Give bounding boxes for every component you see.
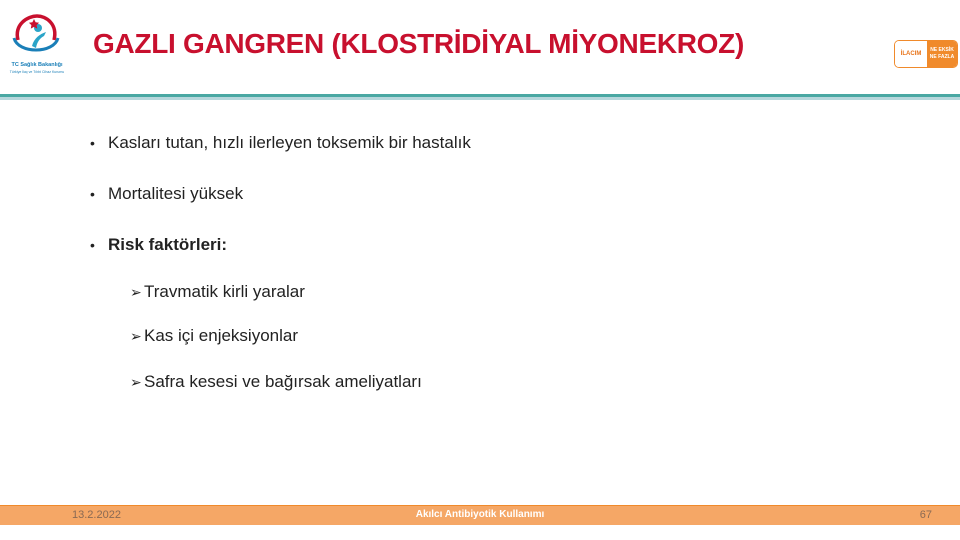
- bullet-item: [90, 235, 227, 255]
- bullet-dot-icon: •: [90, 135, 95, 151]
- campaign-logo-line2: NE FAZLA: [929, 54, 955, 60]
- bullet-text: Mortalitesi yüksek: [108, 184, 244, 203]
- footer-date: 13.2.2022: [72, 509, 121, 521]
- ministry-logo: [4, 10, 70, 80]
- footer-bar: [0, 505, 960, 525]
- arrow-bullet-icon: ➢: [130, 373, 142, 390]
- bullet-item: [90, 184, 243, 204]
- arrow-bullet-icon: ➢: [130, 327, 142, 344]
- ministry-emblem-icon: [4, 10, 70, 62]
- sub-bullet-text: Safra kesesi ve bağırsak ameliyatları: [144, 372, 422, 391]
- campaign-logo: [894, 40, 958, 68]
- campaign-logo-right: [927, 41, 957, 67]
- sub-bullet-item: [130, 282, 305, 302]
- sub-bullet-item: [130, 326, 298, 346]
- bullet-item: [90, 133, 471, 153]
- sub-bullet-text: Travmatik kirli yaralar: [144, 282, 305, 301]
- campaign-logo-line1: NE EKSİK: [930, 47, 954, 53]
- slide-title: GAZLI GANGREN (KLOSTRİDİYAL MİYONEKROZ): [93, 28, 744, 59]
- bullet-dot-icon: •: [90, 186, 95, 202]
- campaign-logo-left: İLACIM: [895, 41, 927, 67]
- ministry-name: TC Sağlık Bakanlığı: [11, 62, 63, 68]
- bullet-text: Risk faktörleri:: [108, 235, 228, 254]
- header-divider-light: [0, 97, 960, 100]
- arrow-bullet-icon: ➢: [130, 283, 142, 300]
- bullet-text: Kasları tutan, hızlı ilerleyen toksemik bir hastalık: [108, 133, 471, 152]
- sub-bullet-item: [130, 372, 422, 392]
- footer-title: Akılcı Antibiyotik Kullanımı: [415, 509, 545, 520]
- bullet-dot-icon: •: [90, 237, 95, 253]
- ministry-subname: Türkiye İlaç ve Tıbbi Cihaz Kurumu: [9, 70, 65, 74]
- sub-bullet-text: Kas içi enjeksiyonlar: [144, 326, 299, 345]
- page-number: 67: [919, 509, 932, 521]
